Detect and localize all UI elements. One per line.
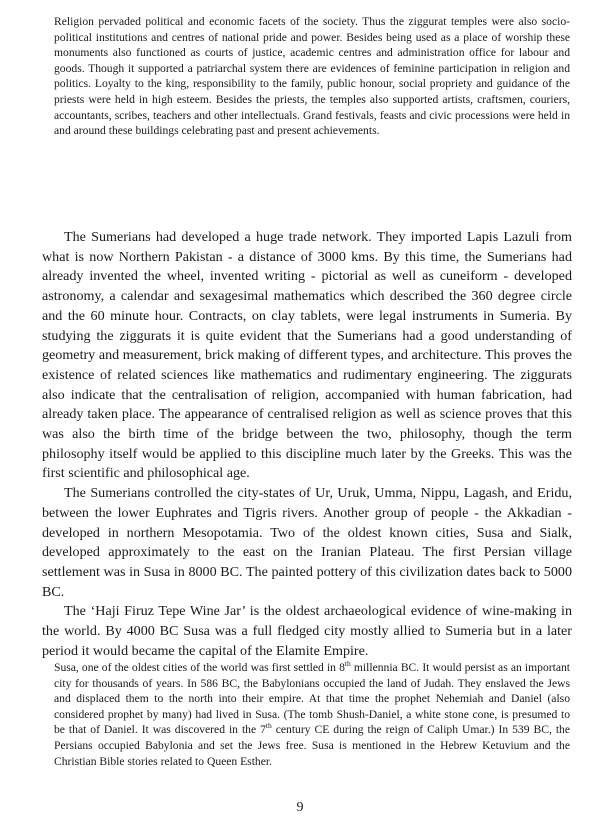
body-paragraph: The Sumerians controlled the city-states of Ur, Uruk, Umma, Nippu, Lagash, and Eridu, between the lower Euphrates and Tigris rivers. Another group of people - the Akkadian - developed in northern Mesopotamia. Two of the oldest known cities, Susa and Sialk, developed approximately to the east on the Iranian Plateau. The first Persian village settlement was in Susa in 8000 BC. The painted pottery of this civilization dates back to 5000 BC. [42, 485, 572, 600]
sidebar-box-top [54, 14, 570, 139]
page-number: 9 [296, 800, 304, 815]
body-paragraph: The ‘Haji Firuz Tepe Wine Jar’ is the oldest archaeological evidence of wine-making in the world. By 4000 BC Susa was a full fledged city mostly allied to Sumeria but in a later period it would became the capital of the Elamite Empire. [42, 603, 572, 659]
sidebar-bottom-text-part: Susa, one of the oldest cities of the world was first settled in 8 [54, 661, 345, 674]
superscript-ordinal: th [265, 721, 272, 731]
sidebar-bottom-text [54, 660, 570, 769]
body-paragraph: The Sumerians had developed a huge trade network. They imported Lapis Lazuli from what is now Northern Pakistan - a distance of 3000 kms. By this time, the Sumerians had already invented the wheel, invented writing - pictorial as well as cuneiform - developed astronomy, a calendar and sexagesimal mathematics which described the 360 degree circle and the 60 minute hour. Contracts, on clay tablets, were legal instruments in Sumeria. By studying the ziggurats it is quite evident that the Sumerians had a good understanding of geometry and measurement, brick making of different types, and architecture. This proves the existence of related sciences like mathematics and rudimentary engineering. The ziggurats also indicate that the centralisation of religion, accompanied with human fabrication, had already taken place. The appearance of centralised religion as well as science proves that this was also the birth time of the bridge between the two, philosophy, though the term philosophy itself would be applied to this discipline much later by the Greeks. This was the first scientific and philosophical age. [42, 229, 572, 482]
main-body [42, 228, 572, 661]
superscript-ordinal: th [344, 659, 351, 669]
sidebar-top-text: Religion pervaded political and economic facets of the society. Thus the ziggurat temples were also socio-political institutions and centres of national pride and power. Besides being used as a place of worship these monuments also functioned as courts of justice, academic centres and administration office for labour and goods. Though it supported a patriarchal system there are evidences of feminine participation in religion and politics. Loyalty to the king, responsibility to the family, public honour, social propriety and guidance of the priests were held in high esteem. Besides the priests, the temples also supported artists, craftsmen, couriers, accountants, scribes, teachers and other intellectuals. Grand festivals, feasts and civic processions were held in and around these buildings celebrating past and present achievements. [54, 15, 570, 138]
sidebar-bottom-text-part: century CE during the reign of Caliph Umar.) In 539 BC, the Persians occupied Babylonia and set the Jews free. Susa is mentioned in the Hebrew Ketuvium and the Christian Bible stories related to Queen Esther. [54, 723, 571, 768]
sidebar-box-bottom [54, 660, 570, 769]
sidebar-bottom-text-part: millennia BC. It would persist as an important city for thousands of years. In 586 BC, the Babylonians occupied the land of Judah. They enslaved the Jews and displaced them to the north into their empire. At that time the prophet Nehemiah and Daniel (also considered prophet by many) had lived in Susa. (The tomb Shush-Daniel, a white stone cone, is presumed to be that of Daniel. It was discovered in the 7 [54, 661, 570, 737]
